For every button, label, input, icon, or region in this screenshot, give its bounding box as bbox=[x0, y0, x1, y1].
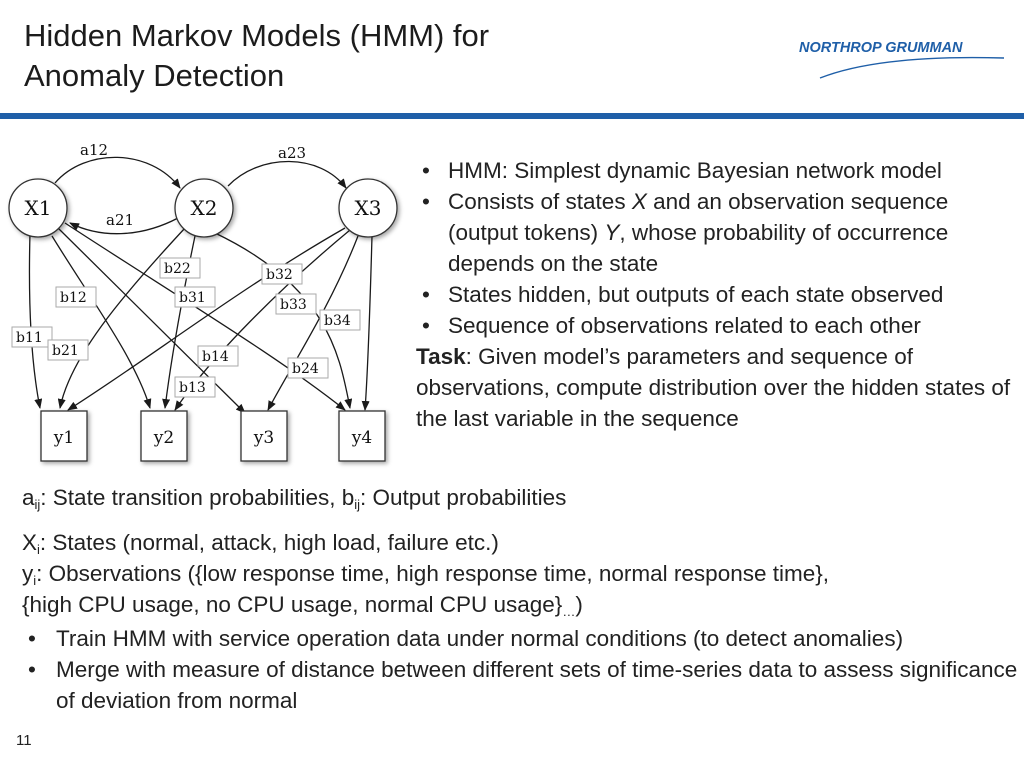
slide-title bbox=[24, 16, 664, 96]
task-label: Task bbox=[416, 344, 466, 369]
state-label-x2: x2 bbox=[190, 196, 218, 220]
task-paragraph: Task: Given model’s parameters and sequence of observations, compute distribution over the hidden states of the last variable in the sequence bbox=[416, 344, 1011, 431]
state-label-x1: x1 bbox=[24, 196, 52, 220]
definition-ab: $a_{ij}$: State transition probabilities, $b_{ij}$: Output probabilities bbox=[22, 485, 567, 512]
northrop-grumman-logo bbox=[796, 34, 1006, 84]
label-b32: b32 bbox=[266, 267, 293, 283]
state-label-x3: x3 bbox=[354, 196, 382, 220]
logo-text: NORTHROP GRUMMAN bbox=[799, 40, 963, 56]
header-rule bbox=[0, 113, 1024, 119]
label-a23: a23 bbox=[278, 144, 307, 162]
edge-b11 bbox=[29, 233, 40, 408]
logo-swoosh bbox=[820, 58, 1004, 78]
definitions-section bbox=[22, 482, 1022, 716]
label-a21: a21 bbox=[106, 211, 135, 229]
page-number: 11 bbox=[16, 732, 32, 749]
label-b31: b31 bbox=[179, 290, 206, 306]
label-b24: b24 bbox=[292, 361, 319, 377]
edge-b34 bbox=[365, 236, 372, 410]
obs-label-y1: y1 bbox=[53, 428, 75, 448]
edge-b21 bbox=[60, 228, 185, 408]
definition-x: $X_i$: States (normal, attack, high load, failure etc.) bbox=[22, 530, 499, 557]
label-b22: b22 bbox=[164, 261, 191, 277]
bottom-bullet-list bbox=[22, 623, 1022, 716]
bullet-item: • Sequence of observations related to each other bbox=[416, 310, 1022, 341]
bottom-bullet-item: • Merge with measure of distance between different sets of time-series data to assess significance of deviation from normal bbox=[22, 654, 1022, 716]
bullet-item: • Consists of states X and an observation sequence (output tokens) Y, whose probability of occurrence depends on the state bbox=[416, 186, 1022, 279]
label-b13: b13 bbox=[179, 380, 206, 396]
label-b34: b34 bbox=[324, 313, 351, 329]
hmm-diagram bbox=[0, 128, 410, 478]
hmm-bullet-list bbox=[416, 155, 1022, 341]
title-line-2: Anomaly Detection bbox=[24, 58, 285, 93]
edge-a12 bbox=[55, 157, 180, 188]
edge-b12 bbox=[52, 236, 150, 408]
edge-a23 bbox=[228, 161, 346, 188]
bottom-bullet-item: • Train HMM with service operation data under normal conditions (to detect anomalies) bbox=[22, 623, 1022, 654]
definition-y: $y_i$: Observations ({low response time, high response time, normal response time}, bbox=[22, 561, 830, 588]
title-line-1: Hidden Markov Models (HMM) for bbox=[24, 18, 490, 53]
definition-y-continued: {high CPU usage, no CPU usage, normal CPU $usage\}_\dots$) bbox=[22, 592, 583, 619]
label-b21: b21 bbox=[52, 343, 79, 359]
label-b11: b11 bbox=[16, 330, 43, 346]
bullet-item: • HMM: Simplest dynamic Bayesian network model bbox=[416, 155, 1022, 186]
hmm-description bbox=[416, 155, 1022, 434]
obs-label-y2: y2 bbox=[153, 428, 175, 448]
obs-label-y3: y3 bbox=[253, 428, 275, 448]
label-b14: b14 bbox=[202, 349, 229, 365]
label-a12: a12 bbox=[80, 141, 109, 159]
label-b12: b12 bbox=[60, 290, 87, 306]
obs-label-y4: y4 bbox=[351, 428, 373, 448]
label-b33: b33 bbox=[280, 297, 307, 313]
bullet-item: • States hidden, but outputs of each state observed bbox=[416, 279, 1022, 310]
